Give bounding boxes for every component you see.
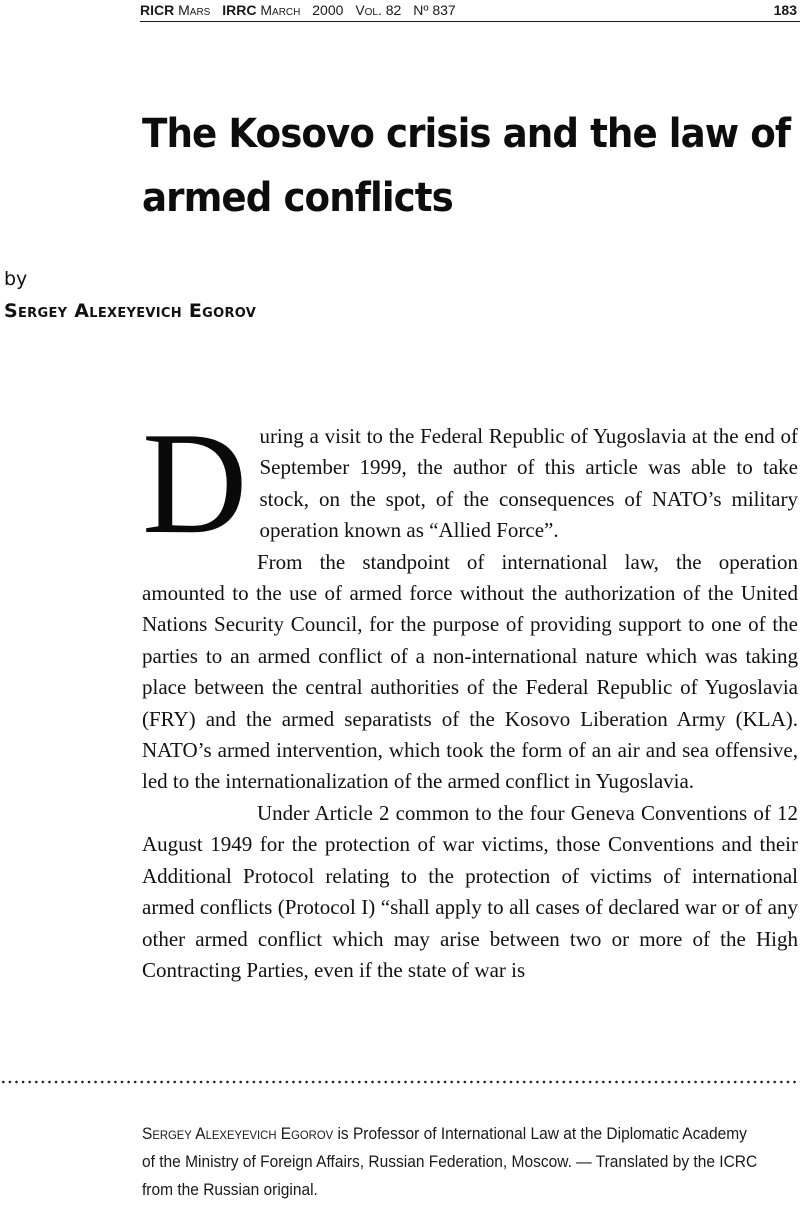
dotted-separator [0,1080,800,1084]
paragraph-1 [142,402,798,564]
paragraph-3: Under Article 2 common to the four Geneva Conventions of 12 August 1949 for the protection of war victims, those Conventions and their Additional Protocol relating to the protection of victims of international armed conflicts (Protocol I) “shall apply to all cases of declared war or of any other armed conflict which may arise between two or more of the High Contracting Parties, even if the state of war is [142,800,798,982]
article-title [142,102,791,230]
paragraph-2: From the standpoint of international law, the operation amounted to the use of armed force without the authorization of the United Nations Security Council, for the purpose of providing support to one of the parties to an armed conflict of a non-international nature which was taking place between the central authorities of the Federal Republic of Yugoslavia (FRY) and the armed separatists of the Kosovo Liberation Army (KLA). NATO’s armed intervention, which took the form of an air and sea offensive, led to the internationalization of the armed conflict in Yugoslavia. [142,549,798,794]
month-en: March [260,2,301,18]
byline: by [4,268,28,290]
article-body [142,402,798,986]
footnote-author-name: Sergey Alexeyevich Egorov [142,1125,334,1143]
running-header [140,0,800,22]
paragraph-1-text: uring a visit to the Federal Republic of Yugoslavia at the end of September 1999, the author of this article was able to take stock, on the spot, of the consequences of NATO’s military operation known as “Allied Force”. [259,424,798,543]
title-line-1: The Kosovo crisis and the law of [142,111,791,157]
journal-name-en: IRRC [222,2,257,18]
author-name: Sergey Alexeyevich Egorov [4,300,257,322]
footnote-text: is Professor of International Law at the Diplomatic Academy of the Ministry of Foreign Affairs, Russian Federation, Moscow. — Translated by the ICRC from the Russian original. [142,1125,758,1199]
page-number: 183 [773,2,797,18]
author-footnote [142,1120,759,1204]
volume: Vol. 82 [355,2,402,18]
month-fr: Mars [178,2,211,18]
drop-cap: D [142,402,248,564]
journal-name-fr: RICR [140,2,175,18]
year: 2000 [312,2,344,18]
issue-number: Nº 837 [413,2,456,18]
title-line-2: armed conflicts [142,175,453,221]
